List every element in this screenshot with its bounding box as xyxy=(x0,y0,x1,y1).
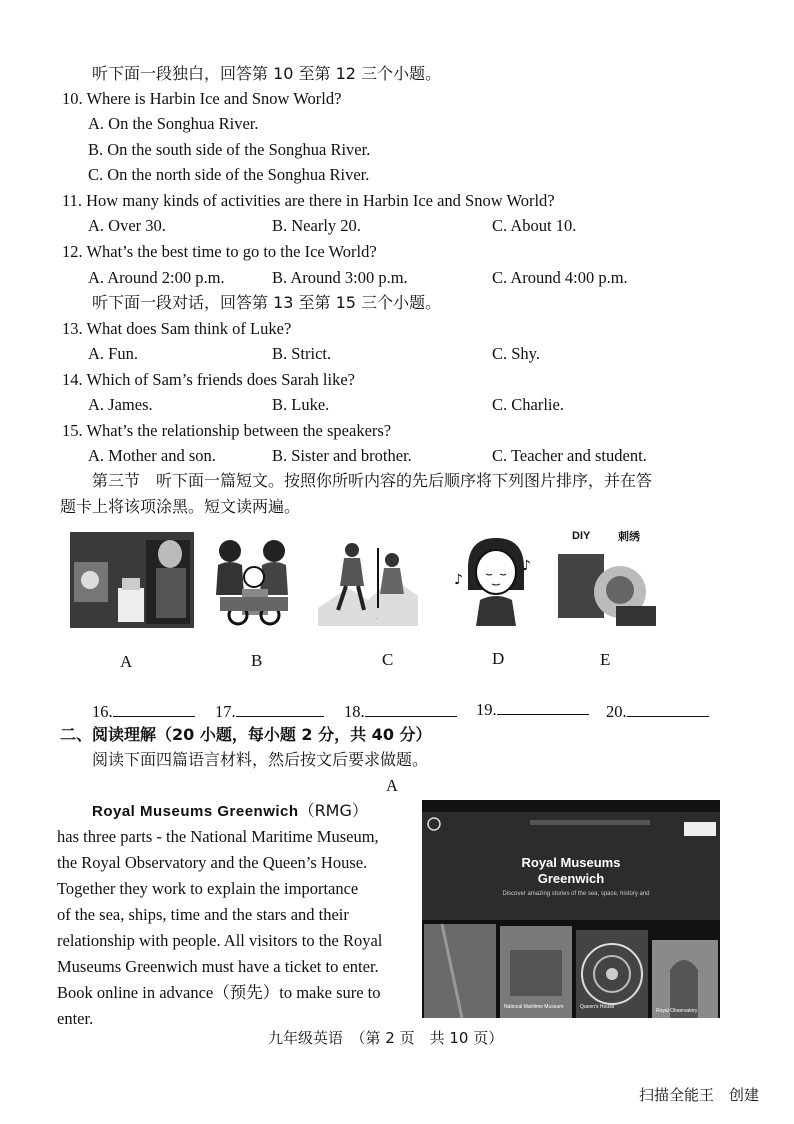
answer-blank-17[interactable] xyxy=(215,702,324,721)
answer-blank-18[interactable] xyxy=(344,702,457,721)
question-10-stem: 10. Where is Harbin Ice and Snow World? xyxy=(62,89,342,108)
passage-a-title-line xyxy=(92,803,368,820)
picture-e-diy-embroidery xyxy=(556,532,660,628)
svg-text:♪: ♪ xyxy=(454,572,463,588)
passage-a-line-2: the Royal Observatory and the Queen’s House. xyxy=(57,853,368,872)
question-15-option-c: C. Teacher and student. xyxy=(492,446,647,465)
question-13-option-a: A. Fun. xyxy=(88,344,138,363)
question-13-stem: 13. What does Sam think of Luke? xyxy=(62,319,292,338)
passage-a-line-5: relationship with people. All visitors to the Royal xyxy=(57,931,383,950)
passage-a-title-suffix: （RMG） xyxy=(298,801,368,820)
question-13-option-b: B. Strict. xyxy=(272,344,332,363)
question-14-stem: 14. Which of Sam’s friends does Sarah like? xyxy=(62,370,355,389)
dialogue-instruction: 听下面一段对话，回答第 13 至第 15 三个小题。 xyxy=(92,293,442,312)
monologue-instruction: 听下面一段独白，回答第 10 至第 12 三个小题。 xyxy=(92,64,442,83)
question-14-option-a: A. James. xyxy=(88,395,153,414)
website-caption-observatory: Royal Observatory xyxy=(656,1008,698,1014)
question-12-option-a: A. Around 2:00 p.m. xyxy=(88,268,225,287)
picture-b-visiting-elderly xyxy=(212,535,296,627)
question-15-option-a: A. Mother and son. xyxy=(88,446,216,465)
part2-instruction: 阅读下面四篇语言材料，然后按文后要求做题。 xyxy=(92,750,429,769)
picture-e-diy-text: DIY xyxy=(572,530,591,542)
passage-a-title: Royal Museums Greenwich xyxy=(92,803,299,820)
passage-a-line-6: Museums Greenwich must have a ticket to enter. xyxy=(57,957,379,976)
passage-a-line-7: Book online in advance（预先）to make sure to xyxy=(57,983,381,1002)
picture-d-listening-music xyxy=(452,530,536,626)
answer-number-20: 20. xyxy=(606,702,627,721)
website-background xyxy=(422,800,720,1018)
answer-blank-20[interactable] xyxy=(606,702,709,721)
question-11-option-c: C. About 10. xyxy=(492,216,577,235)
question-15-option-b: B. Sister and brother. xyxy=(272,446,412,465)
passage-a-line-1: has three parts - the National Maritime Museum, xyxy=(57,827,379,846)
answer-blank-19[interactable] xyxy=(476,700,589,719)
passage-a-label: A xyxy=(386,776,398,795)
passage-a-line-4: of the sea, ships, time and the stars and their xyxy=(57,905,349,924)
question-10-option-c: C. On the north side of the Songhua River. xyxy=(88,165,370,184)
website-hero-title-1: Royal Museums xyxy=(521,855,621,870)
rmg-website-screenshot xyxy=(422,800,720,1018)
svg-text:♪: ♪ xyxy=(522,558,531,574)
question-15-stem: 15. What’s the relationship between the speakers? xyxy=(62,421,392,440)
picture-label-b: B xyxy=(251,651,263,670)
question-10-option-a: A. On the Songhua River. xyxy=(88,114,259,133)
question-11-option-b: B. Nearly 20. xyxy=(272,216,361,235)
website-caption-queens-house: Queen’s House xyxy=(580,1004,615,1010)
answer-number-17: 17. xyxy=(215,702,236,721)
question-10-option-b: B. On the south side of the Songhua River. xyxy=(88,140,371,159)
answer-number-19: 19. xyxy=(476,700,497,719)
picture-e-embroidery-text: 刺绣 xyxy=(618,530,640,543)
passage-a-line-8: enter. xyxy=(57,1009,94,1028)
part3-instruction-line1: 第三节 听下面一篇短文。按照你所听内容的先后顺序将下列图片排序，并在答 xyxy=(92,471,653,490)
answer-number-18: 18. xyxy=(344,702,365,721)
picture-label-d: D xyxy=(492,649,505,668)
website-hero-subtitle: Discover amazing stories of the sea, space, history and xyxy=(502,891,650,897)
passage-a-line-3: Together they work to explain the importance xyxy=(57,879,359,898)
picture-a-robot-scene xyxy=(70,532,194,628)
part2-heading: 二、阅读理解（20 小题，每小题 2 分，共 40 分） xyxy=(60,725,432,744)
svg-text:·: · xyxy=(376,616,378,622)
picture-label-c: C xyxy=(382,650,394,669)
question-13-option-c: C. Shy. xyxy=(492,344,540,363)
question-14-option-b: B. Luke. xyxy=(272,395,330,414)
picture-label-a: A xyxy=(120,652,133,671)
question-11-stem: 11. How many kinds of activities are there in Harbin Ice and Snow World? xyxy=(62,191,555,210)
picture-c-hiking xyxy=(318,538,418,626)
website-hero-title xyxy=(422,855,720,887)
answer-number-16: 16. xyxy=(92,702,113,721)
website-caption-maritime: National Maritime Museum xyxy=(504,1004,564,1010)
question-12-stem: 12. What’s the best time to go to the Ice World? xyxy=(62,242,377,261)
picture-label-e: E xyxy=(600,650,611,669)
part3-instruction-line2: 题卡上将该项涂黑。短文读两遍。 xyxy=(60,497,301,516)
question-11-option-a: A. Over 30. xyxy=(88,216,166,235)
scanner-watermark: 扫描全能王 创建 xyxy=(639,1086,760,1104)
website-hero-title-2: Greenwich xyxy=(537,871,605,886)
question-14-option-c: C. Charlie. xyxy=(492,395,564,414)
question-12-option-c: C. Around 4:00 p.m. xyxy=(492,268,628,287)
answer-blank-16[interactable] xyxy=(92,702,195,721)
question-12-option-b: B. Around 3:00 p.m. xyxy=(272,268,408,287)
page-footer: 九年级英语 （第 2 页 共 10 页） xyxy=(268,1029,504,1047)
